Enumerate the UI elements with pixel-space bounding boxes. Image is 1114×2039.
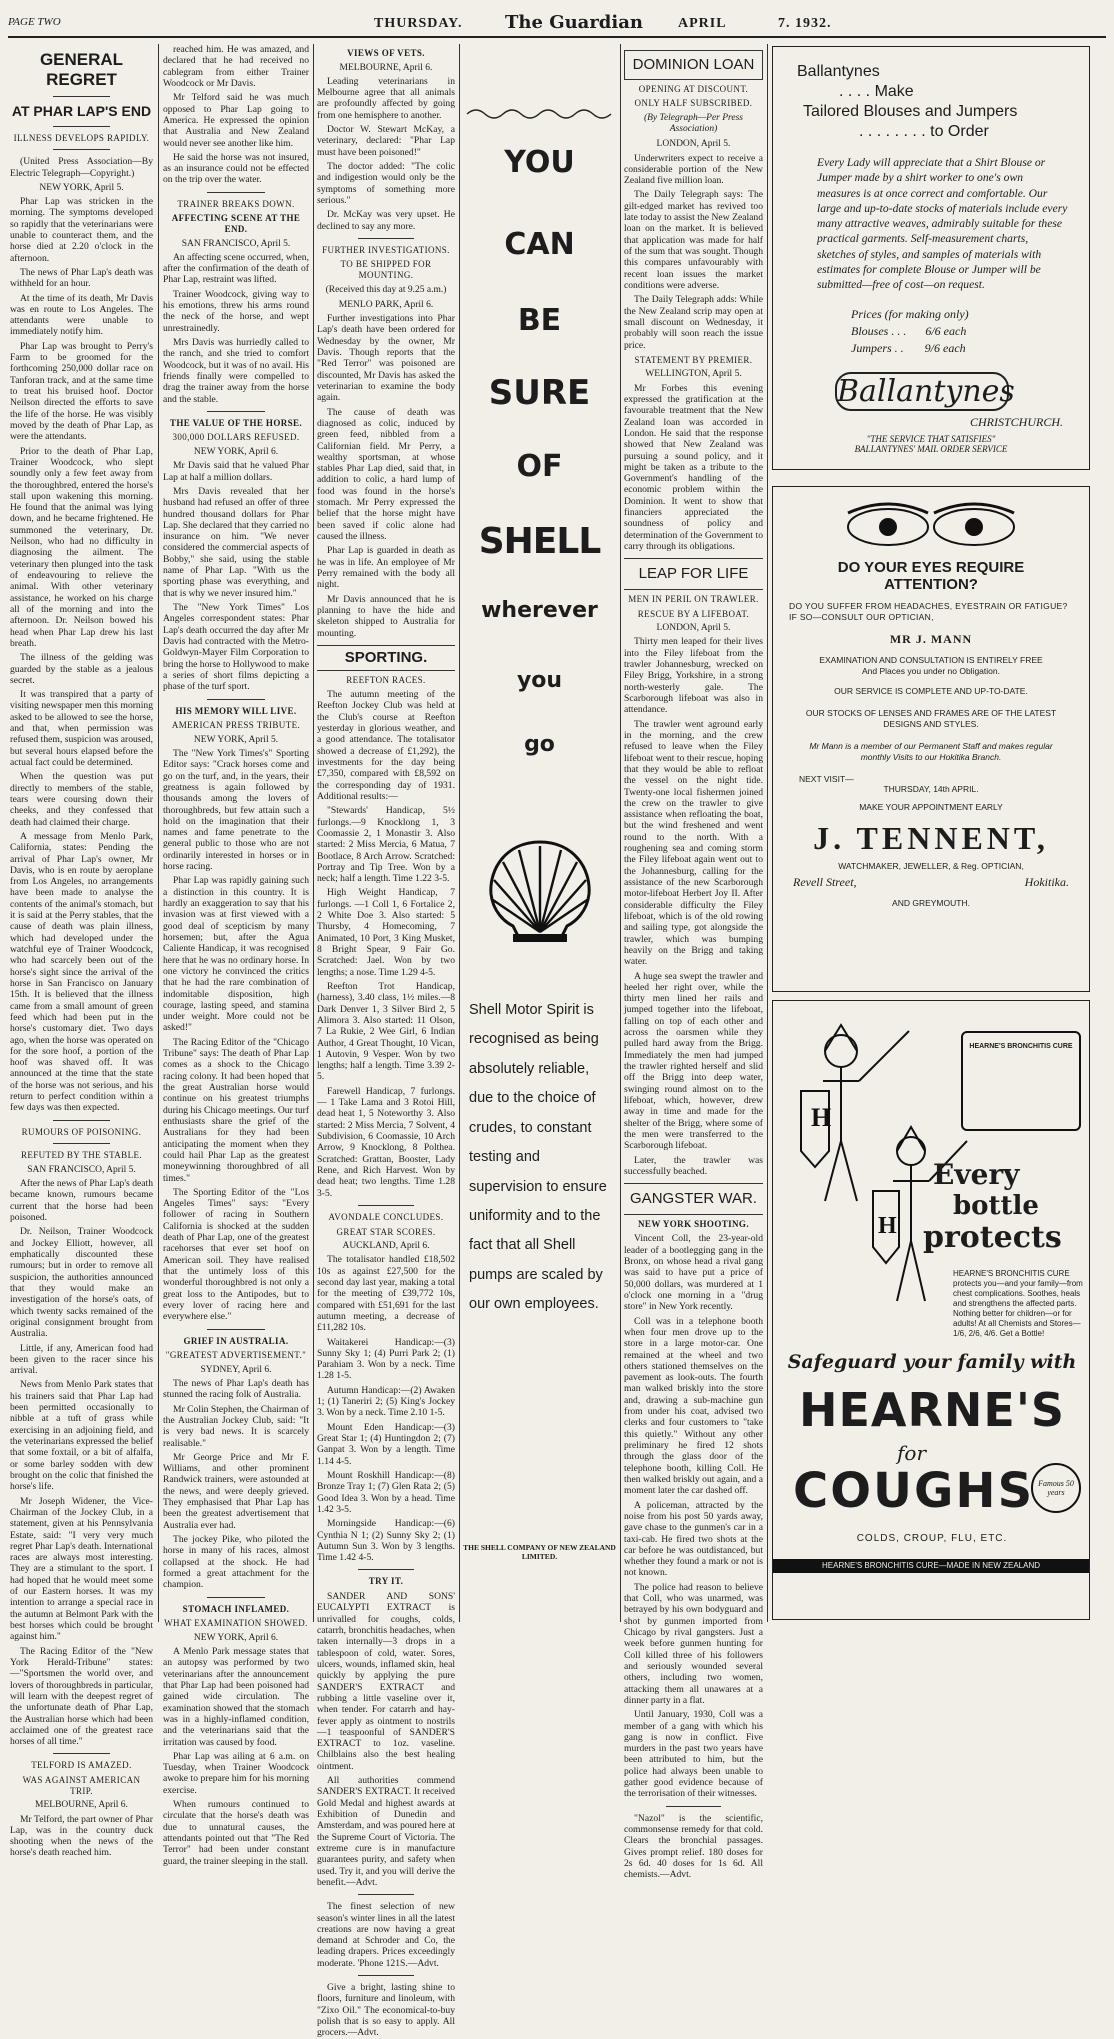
price-heading: Prices (for making only) <box>851 306 969 321</box>
paragraph: The news of Phar Lap's death has stunned the racing folk of Australia. <box>163 1377 309 1401</box>
ad-city: CHRISTCHURCH. <box>969 414 1063 429</box>
subheading: REFUTED BY THE STABLE. <box>20 1150 143 1161</box>
newspaper-name: The Guardian <box>505 12 643 33</box>
street: Revell Street, <box>793 874 857 889</box>
paragraph: Until January, 1930, Coll was a member of a gang with which his gang is now in conflict. Five murders in the past two years have been attributed to him, but the police had always been unable to gather good evidence because of the terrorisation of their witnesses. <box>624 1709 763 1800</box>
subheading: AFFECTING SCENE AT THE END. <box>171 213 301 234</box>
paragraph: The autumn meeting of the Reefton Jockey Club was held at the Club's course at Reefton yesterday in glorious weather, and a good attendance. The totalisator showed a decrease of £1,292), the investments for the day being £7,350, compared with £8,592 on the corresponding day of 1931. Additional results:— <box>317 689 455 802</box>
subheading: TRY IT. <box>368 1576 404 1587</box>
ad-heading: ATTENTION? <box>884 576 978 593</box>
divider <box>358 1205 413 1206</box>
article-headline: GENERAL REGRET <box>39 50 124 90</box>
dateline: MENLO PARK, April 6. <box>338 299 434 310</box>
dateline: MELBOURNE, April 6. <box>339 62 433 73</box>
dateline: SYDNEY, April 6. <box>200 1364 272 1375</box>
price-row <box>851 341 1083 356</box>
section-heading-sporting: SPORTING. <box>317 645 455 671</box>
paragraph: Dr. Neilson, Trainer Woodcock and Jockey Elliott, however, all emphatically discounted these rumours; but in order to remove all suspicion, the authorities announced that they would make an investigation of the horse's oats, of which twenty sacks remained of the original consignment brought from Australia. <box>10 1226 153 1340</box>
ad-line: MAKE YOUR APPOINTMENT EARLY <box>859 801 1003 812</box>
paragraph: Autumn Handicap:—(2) Awaken 1; (1) Taneriri 2; (5) King's Jockey 3. Won by a neck. Time 2.10 1-5. <box>317 1384 455 1419</box>
ad-tagline: "THE SERVICE THAT SATISFIES" <box>866 433 996 444</box>
shell-line-8: you <box>516 668 563 693</box>
article-headline-2: AT PHAR LAP'S END <box>11 103 152 120</box>
subheading: REEFTON RACES. <box>346 674 426 685</box>
ad-heading: DO YOUR EYES REQUIRE <box>837 559 1025 576</box>
subheading: WHAT EXAMINATION SHOWED. <box>164 1618 308 1629</box>
dateline: SAN FRANCISCO, April 5. <box>181 238 291 249</box>
price-value: 9/6 each <box>924 340 966 355</box>
dateline: MELBOURNE, April 6. <box>35 1800 128 1811</box>
subheading: 300,000 DOLLARS REFUSED. <box>172 432 300 443</box>
column-vets-sporting <box>317 44 455 2039</box>
safeguard-text: Safeguard your family with <box>787 1351 1077 1373</box>
divider <box>207 699 265 700</box>
address-row <box>779 875 1083 890</box>
paragraph: Leading veterinarians in Melbourne agree that all animals are profoundly affected by going from one hemisphere to another. <box>317 75 455 121</box>
masthead-month: APRIL <box>678 16 727 31</box>
paragraph: At the time of its death, Mr Davis was en route to Los Angeles. The attendants were unable to immediately notify him. <box>10 292 153 338</box>
subheading: VIEWS OF VETS. <box>347 48 425 58</box>
paragraph: Further investigations into Phar Lap's death have been ordered for Wednesday by the owner, Mr Davis. Though reports that the "Red Terror" was poisoned are discounted, Mr Davis has asked the veterinarian to examine the body again. <box>317 313 455 404</box>
divider <box>358 1569 413 1570</box>
ad-line: OUR SERVICE IS COMPLETE AND UP-TO-DATE. <box>834 686 1028 697</box>
paragraph: When the question was put directly to members of the stable, tears were coursing down their cheeks, and they confessed that death had claimed their charge. <box>10 771 153 828</box>
subheading: MEN IN PERIL ON TRAWLER. <box>628 594 759 605</box>
hearnes-copy: HEARNE'S BRONCHITIS CURE protects you—and your family—from chest complications. Soothes, heals and strengthens the affected parts. Nothing better for children—or for adults! At all Chemists and Stores—1/6, 2/6, 4/6. Get a Bottle! <box>953 1269 1083 1338</box>
price-item: Jumpers . . <box>851 340 904 355</box>
paragraph: The trawler went aground early in the morning, and the crew refused to leave when the Filey lifeboat went to their rescue, hoping that they would be able to refloat the vessel on the night tide. Twenty-one local fishermen joined the crew on the trawler to give assistance when refloating the boat, but the wind freshened and went round to the north. With a roughening sea and coming storm the Filey lifeboat again went out to the Johannesburg, calling for the assistance of the new Scarborough motor-lifeboat Herbert Joy II. After considerable difficulty the Filey lifeboat, which is of the old rowing and sailing type, got alongside the trawler, which was bumping heavily on the Brigg and taking water. <box>624 718 763 968</box>
masthead <box>8 10 1106 38</box>
ad-line: Tailored Blouses and Jumpers <box>803 103 1018 120</box>
ad-line: Ballantynes <box>797 63 880 80</box>
paragraph: A policeman, attracted by the noise from his post 50 yards away, gave chase to the gunmen's car in a taxi-cab. He fired two shots at the car before he was outdistanced, but whether they found a mark or not is not known. <box>624 1499 763 1579</box>
paragraph: A Menlo Park message states that an autopsy was performed by two veterinarians after the announcement that Phar Lap had been poisoned had gained wide circulation. The examination showed that the stomach was in a highly-inflamed condition, and the veterinarians said that the irritation was caused by food. <box>163 1646 309 1748</box>
paragraph: Mount Roskhill Handicap:—(8) Bronze Tray 1; (7) Glen Rata 2; (5) Good Idea 3. Won by a head. Time 1.42 3-5. <box>317 1469 455 1515</box>
divider <box>666 1806 722 1807</box>
paragraph: Coll was in a telephone booth when four men drove up to the store in a large motor-car. One remained at the wheel and two others stationed themselves on the pavement as look-outs. The fourth man walked briskly into the store and, drawing a sub-machine gun from under his coat, advised two clerks and four customers to "take this quietly." Without any other preliminary he fired 12 shots through the glass door of the telephone booth, killing Coll. He then walked briskly out again, and a moment later the car dashed off. <box>624 1315 763 1497</box>
paragraph: The Sporting Editor of the "Los Angeles Times" says: "Every follower of racing in Southern California is shocked at the sudden death of Phar Lap, one of the greatest racehorses that ever set hoof on American soil. They have realised that the untimely loss of this wonderful thoroughbred is not only a great loss to the Antipodes, but to every lover of racing here and everywhere else." <box>163 1186 309 1323</box>
ballantynes-signature-logo: Ballantynes <box>837 373 1015 409</box>
paragraph: Farewell Handicap, 7 furlongs.— 1 Take Lama and 3 Rotoi Hill, dead heat 1, 5 Noteworthy 3. Also started: 2 Miss Mercia, 7 Solvent, 4 Subdivision, 6 Coomassie, 10 Arch Arrow, 9 Knocklong, 8 Polthea. Scratched: Grattan, Booster, Lady Rene, and Rich Harvest. Won by dead heat; two lengths. Time 1.28 3-5. <box>317 1085 455 1199</box>
paragraph: Mr Colin Stephen, the Chairman of the Australian Jockey Club, said: "It is very bad news. It is scarcely realisable." <box>163 1403 309 1449</box>
subheading: OPENING AT DISCOUNT. <box>638 83 749 94</box>
hearnes-brand: HEARNE'S <box>798 1383 1066 1437</box>
subheading: RUMOURS OF POISONING. <box>21 1126 142 1137</box>
paragraph: reached him. He was amazed, and declared that he had received no cablegram from either Trainer Woodcock or Mr Davis. <box>163 44 309 89</box>
paragraph: The Racing Editor of the "Chicago Tribune" says: The death of Phar Lap comes as a shock to the Chicago racing colony. It had been hoped that the great Australian horse would continue on his greatest triumphs during his Chicago meetings. Our turf enthusiasts share the grief of the Australians for they had been anticipating the moment when they could hail Phar Lap as the greatest moneywinning thoroughbred of all times." <box>163 1036 310 1184</box>
paragraph: The "New York Times's" Sporting Editor says: "Crack horses come and go on the turf, and, in the years, their greatness is again followed by thousands among the lovers of thoroughbreds, but few attain such a hold on the imagination that their names and fame penetrate to the general public to those who are not ordinarily interested in horses or in horse racing. <box>163 747 309 873</box>
column-rule <box>767 44 768 1622</box>
next-visit-label: NEXT VISIT— <box>799 773 854 784</box>
price-row <box>851 324 1083 339</box>
optician-name: MR J. MANN <box>889 631 973 646</box>
column-phar-lap <box>10 44 153 1859</box>
for-text: for <box>897 1441 927 1465</box>
paragraph: Later, the trawler was successfully beached. <box>624 1154 763 1177</box>
next-visit-date: THURSDAY, 14th APRIL. <box>883 783 979 794</box>
divider <box>207 1597 265 1598</box>
subheading: TO BE SHIPPED FOR MOUNTING. <box>340 259 432 281</box>
advert-paragraph: The finest selection of new season's winter lines in all the latest creations are now having a great demand at Schroder and Co, the leading drapers. Prices exceedingly moderate. 'Phone 121S.—Advt. <box>317 1901 455 1969</box>
paragraph: Reefton Trot Handicap, (harness), 3.40 class, 1½ miles.—8 Dark Denver 1, 3 Silver Bird 2, 5 Alimora 3. Also started: 11 Olson, 7 La Rukie, 2 Wee Girl, 6 Indian Author, 4 Great Thought, 10 Vican, 1 Autovin, 9 Vesper. Won by two lengths; half a length. Time 3.39 2-5. <box>317 980 455 1083</box>
ad-line: . . . . Make <box>839 83 914 100</box>
shell-logo-icon <box>483 834 598 949</box>
paragraph: Mr George Price and Mr F. Williams, and other prominent Randwick trainers, were astounded at the news, and were deeply grieved. They emphasised that Phar Lap has been the greatest advertisement that Australia ever had. <box>163 1451 309 1531</box>
paragraph: Phar Lap was stricken in the morning. The symptoms developed so rapidly that the veterinarians were unable to counteract them, and the horse died at 2.20 o'clock in the afternoon. <box>10 196 153 264</box>
paragraph: The police had reason to believe that Coll, who was unarmed, was betrayed by his own bodyguard and shot by gunmen imported from Chicago by rival gangsters. Just a week before gunmen hunting for Coll killed three of his followers and seriously wounded several others, including two women, attacking them all unawares at a dinner party in a flat. <box>624 1581 763 1706</box>
divider <box>358 238 413 239</box>
shell-line-7: wherever <box>481 598 598 623</box>
article-headline: DOMINION LOAN <box>624 50 763 80</box>
subheading: THE VALUE OF THE HORSE. <box>169 417 303 428</box>
subheading: RESCUE BY A LIFEBOAT. <box>637 608 750 619</box>
advert-paragraph: Give a bright, lasting shine to floors, furniture and linoleum, with "Zixo Oil." The economical-to-buy polish that is so easy to apply. All grocers.—Advt. <box>317 1982 455 2039</box>
subheading: "GREATEST ADVERTISEMENT." <box>165 1350 307 1361</box>
paragraph: The jockey Pike, who piloted the horse in many of his races, almost collapsed at the shock. He had formed a great attachment for the champion. <box>163 1534 309 1591</box>
page-number: PAGE TWO <box>8 16 61 28</box>
shell-line-1: YOU <box>504 145 575 180</box>
dateline: LONDON, April 5. <box>656 139 731 150</box>
paragraph: The Daily Telegraph adds: While the New Zealand scrip may open at small discount on Wednesday, it probably will soon reach the issue price. <box>624 294 763 351</box>
advert-paragraph: All authorities commend SANDER'S EXTRACT. It received Gold Medal and highest awards at Exhibition of Dunedin and Amsterdam, and was poured here at the Supreme Court of Victoria. The extreme cure is in manufacture guarantees purity, and safety when used. Try it, and you will derive the benefit.—Advt. <box>317 1775 455 1888</box>
paragraph: After the news of Phar Lap's death became known, rumours became current that the horse had been poisoned. <box>10 1178 153 1224</box>
divider <box>207 411 265 412</box>
column-loan-news <box>624 44 763 1881</box>
ad-tagline: BALLANTYNES' MAIL ORDER SERVICE <box>854 443 1008 454</box>
eyes-icon <box>836 499 1026 555</box>
divider <box>53 1143 110 1144</box>
press-credit: (By Telegraph—Per Press Association) <box>643 112 744 135</box>
coughs-text: COUGHS <box>793 1463 1035 1519</box>
paragraph: Mrs Davis revealed that her husband had refused an offer of three hundred thousand dollars for Phar Lap. She declared that they carried no insurance on him. "We never considered the commercial aspects of Bobby," she said, using the stable name of Phar Lap. "With us the sporting phase was everything, and that is why we never insured him." <box>163 485 309 599</box>
paragraph: Mr Joseph Widener, the Vice-Chairman of the Jockey Club, in a statement, given at his Pennsylvania Estate, said: "I very very much regret Phar Lap's death. International races are always most interesting. They are a stimulant to the sport. I had hoped that he would meet some of our Eastern horses. It was my intention to arrange a special race in the autumn at Belmont Park with the best horses which could be brought against him." <box>10 1495 153 1643</box>
shell-line-4: SURE <box>488 373 591 413</box>
paragraph: "Stewards' Handicap, 5½ furlongs.—9 Knocklong 1, 3 Coomassie 2, 1 Monastir 3. Also started: 2 Miss Mercia, 6 Matua, 7 Bootlace, 8 Arch Arrow. Scratched: Portray and Tip Tree. Won by a neck; half a length. Time 1.22 3-5. <box>317 805 455 885</box>
paragraph: Phar Lap was rapidly gaining such a distinction in this country. It is hardly an exaggeration to say that his invasion was at first viewed with a good deal of scepticism by many horsemen; but, after the Agua Caliente Handicap, it was recognised here that he was no ordinary horse. In one victory he convinced the critics that he had the rare combination of indomitable disposition, high courage, lasting speed, and stamina under weight. More could not be asked!" <box>163 875 309 1034</box>
dateline: NEW YORK, April 6. <box>193 1632 279 1643</box>
divider <box>358 1975 413 1976</box>
paragraph: Vincent Coll, the 23-year-old leader of a bootlegging gang in the Bronx, on whose head a rival gang was said to have put a price of 50,000 dollars, was murdered at 1 o'clock one morning in a "drug store" in New York recently. <box>624 1233 763 1313</box>
paragraph: The news of Phar Lap's death was withheld for an hour. <box>10 266 153 290</box>
received-note: (Received this day at 9.25 a.m.) <box>325 284 447 295</box>
paragraph: The totalisator handled £18,502 10s as against £27,500 for the second day last year, making a total for the meeting of £39,772 10s, compared with £51,691 for the last autumn meeting, a decrease of £11,282 10s. <box>317 1254 455 1334</box>
ad-line: EXAMINATION AND CONSULTATION IS ENTIRELY FREE <box>819 654 1043 665</box>
price-value: 6/6 each <box>925 323 967 338</box>
paragraph: Doctor W. Stewart McKay, a veterinary, declared: "Phar Lap must have been poisoned!" <box>317 124 455 158</box>
firm-name: J. TENNENT, <box>813 819 1049 856</box>
bottle-text: bottle <box>953 1191 1039 1221</box>
column-rule <box>158 44 159 1622</box>
paragraph: Mr Telford, the part owner of Phar Lap, was in the country duck shooting when the news of the horse's death reached him. <box>10 1813 153 1859</box>
paragraph: Prior to the death of Phar Lap, Trainer Woodcock, who slept soundly only a few feet away from the thoroughbred, entered the horse's stall upon wakening this morning. He found that the animal was lying down, and he became frightened. He summoned the veterinary, Dr. Neilson, who had no difficulty in diagnosing the ailment. The veterinary then plunged into the task of endeavouring to relieve the animal. With other veterinary assistance, he worked on his charge all of the morning and into the afternoon. Dr. Neilson bowed his head when Phar Lap drew his last breath. <box>10 445 153 649</box>
paragraph: Mr Davis said that he valued Phar Lap at half a million dollars. <box>163 460 309 483</box>
dateline: LONDON, April 5. <box>656 623 731 634</box>
divider <box>207 1329 265 1330</box>
divider <box>207 192 265 193</box>
shell-line-9: go <box>524 732 555 757</box>
subheading: GRIEF IN AUSTRALIA. <box>183 1335 289 1346</box>
paragraph: When rumours continued to circulate that the horse's death was due to unnatural causes, the attendants pointed out that "The Red Terror" had been under constant guard, the trainer sleeping in the stall. <box>163 1799 309 1867</box>
shell-line-2: CAN <box>504 227 575 262</box>
subheading: GREAT STAR SCORES. <box>336 1226 436 1237</box>
divider <box>53 1753 110 1754</box>
ad-body: Every Lady will appreciate that a Shirt Blouse or Jumper made by a shirt worker to one's own measures is at once correct and comfortable. Our large and up-to-date stocks of materials include every many attractive weaves, admirably suitable for these practical garments. Self-measurement charts, sketches of styles, and samples of materials with estimates for complete Blouse or Jumper will be submitted—free of cost—on request. <box>817 156 1068 292</box>
subheading: NEW YORK SHOOTING. <box>638 1218 749 1229</box>
ailments-text: COLDS, CROUP, FLU, ETC. <box>856 1533 1008 1544</box>
shell-ad-copy: Shell Motor Spirit is recognised as being absolutely reliable, due to the choice of crudes, to constant testing and supervision to ensure uniformity and to the fact that all Shell pumps are scaled by our own employees. <box>469 1002 607 1313</box>
paragraph: Phar Lap was brought to Perry's Farm to be groomed for the forthcoming 250,000 dollar race on Tanforan track, and at the same time to treat his bruised hoof. Doctor Neilson directed the efforts to save the life of the horse. He was visibly moved by the death of Phar Lap, as were the attendants. <box>10 340 153 443</box>
subheading: TRAINER BREAKS DOWN. <box>177 198 295 209</box>
paragraph: Mr Forbes this evening expressed the gratification at the favourable treatment that the New Zealand loan was accorded in London. He said that the response showed that New Zealand was pursuing a sound policy, and it might be taken as a tribute to the Government's handling of the economic problem within the Dominion. It went to show that financiers appreciated the soundness of policy and determination of the Government to carry through its obligations. <box>624 382 763 553</box>
wave-ornament <box>467 104 612 124</box>
press-credit: (United Press Association—By Electric Telegraph—Copyright.) <box>10 156 153 179</box>
article-headline: GANGSTER WAR. <box>624 1183 763 1215</box>
shell-line-5: OF <box>516 449 563 484</box>
divider <box>53 1120 110 1121</box>
paragraph: Mount Eden Handicap:—(3) Great Star 1; (4) Huntingdon 2; (7) Ganpat 3. Won by a length. Time 1.14 4-5. <box>317 1421 455 1467</box>
subheading: AVONDALE CONCLUDES. <box>328 1211 444 1222</box>
divider <box>358 1894 413 1895</box>
ad-line: . . . . . . . . to Order <box>859 123 989 140</box>
subheading: ONLY HALF SUBSCRIBED. <box>634 98 753 109</box>
paragraph: The doctor added: "The colic and indigestion would only be the symptoms of something more serious." <box>317 161 455 206</box>
famous-seal-icon: Famous 50 years <box>1031 1463 1081 1513</box>
divider <box>53 126 110 127</box>
paragraph: An affecting scene occurred, when, after the confirmation of the death of Phar Lap, restraint was lifted. <box>163 251 309 286</box>
subheading: STOMACH INFLAMED. <box>182 1603 290 1614</box>
hearnes-advertisement <box>772 1000 1090 1620</box>
ad-question: DO YOU SUFFER FROM HEADACHES, EYESTRAIN OR FATIGUE? IF SO—CONSULT OUR OPTICIAN, <box>789 601 1068 623</box>
ad-line: OUR STOCKS OF LENSES AND FRAMES ARE OF THE LATEST DESIGNS AND STYLES. <box>805 707 1057 730</box>
dateline: NEW YORK, April 5. <box>193 734 279 745</box>
paragraph: Mr Telford said he was much opposed to Phar Lap going to America. He expressed the opinion that Australia and New Zealand would never see another like him. <box>163 92 309 149</box>
every-text: Every <box>933 1158 1020 1191</box>
paragraph: The illness of the gelding was guarded by the stable as a jealous secret. <box>10 652 153 686</box>
paragraph: Phar Lap was ailing at 6 a.m. on Tuesday, when Trainer Woodcock awoke to prepare him for his morning exercise. <box>163 1750 309 1796</box>
paragraph: The Racing Editor of the "New York Herald-Tribune" states:—"Sportsmen the world over, and lovers of thoroughbreds in particular, will learn with the deepest regret of the unfortunate death of Phar Lap, the Australian horse which had been acclaimed one of the greatest race horses of all time." <box>10 1645 153 1748</box>
paragraph: Dr. McKay was very upset. He declined to say any more. <box>317 209 455 232</box>
paragraph: Underwriters expect to receive a considerable portion of the New Zealand five million loan. <box>624 152 763 187</box>
paragraph: He said the horse was not insured, as an insurance could not be effected on the trip over the water. <box>163 151 309 186</box>
column-phar-lap-continued <box>163 44 310 1867</box>
paragraph: The cause of death was diagnosed as colic, induced by green feed, nibbled from a Californian field. Mr Perry, a wealthy sportsman, at whose stables Phar Lap died, said that, in addition to colic, a hard lump of food was found in the horse's stomach. Mr Perry expressed the belief that the horse might have been saved if colic alone had caused the illness. <box>317 406 455 543</box>
paragraph: The Daily Telegraph says: The gilt-edged market has revived too late today to assist the New Zealand loan on the market. It is believed that application was made for half of the sum that was sought. Though this compares unfavourably with recent loan issues the market conditions were adverse. <box>624 189 763 291</box>
subheading: ILLNESS DEVELOPS RAPIDLY. <box>13 132 150 143</box>
column-rule <box>620 44 621 1622</box>
subheading: HIS MEMORY WILL LIVE. <box>175 705 297 716</box>
paragraph: Phar Lap is guarded in death as he was in life. An employee of Mr Perry remained with the body all night. <box>317 545 455 591</box>
subheading: TELFORD IS AMAZED. <box>31 1760 132 1771</box>
ballantynes-advertisement <box>772 46 1090 470</box>
article-headline: LEAP FOR LIFE <box>624 558 763 590</box>
shell-company: THE SHELL COMPANY OF NEW ZEALAND LIMITED. <box>463 1543 616 1561</box>
paragraph: News from Menlo Park states that his trainers said that Phar Lap had been permitted occasionally to nibble at a tuft of grass while exercising in an adjoining field, and the veterinarians expressed the belief that some foxtail, or a bit of alfalfa, or some barley sodden with dew brought on the colic that finished the horse's life. <box>10 1379 153 1493</box>
dateline: AUCKLAND, April 6. <box>342 1241 430 1252</box>
shell-line-3: BE <box>517 303 562 338</box>
shell-line-6: SHELL <box>478 521 601 562</box>
shell-advertisement <box>463 44 616 1622</box>
paragraph: Thirty men leaped for their lives into the Filey lifeboat from the trawler Johannesburg, wrecked on Filey Brigg, Yorkshire, in a strong north-westerly gale. The Scarborough lifeboat was also in attendance. <box>624 636 763 716</box>
paragraph: Trainer Woodcock, giving way to his emotions, threw his arms round the neck of the horse, and wept unrestrainedly. <box>163 288 309 334</box>
advert-paragraph: SANDER AND SONS' EUCALYPTI EXTRACT is unrivalled for coughs, colds, catarrh, bronchitis headaches, when taken internally—3 drops in a tablespoon of cold, water. Sores, ulcers, wounds, inflamed skin, heal quickly by applying the pure SANDER'S EXTRACT and rubbing a little vaseline over it, when tender. For catarrh and hay-fever apply as ointment to nostrils—1 teaspoonful of SANDER'S EXTRACT to 1oz. vaseline. Chilblains also the best healing ointment. <box>317 1591 455 1772</box>
column-rule <box>313 44 314 1622</box>
paragraph: A message from Menlo Park, California, states: Pending the arrival of Phar Lap's owner, Mr Davis, who is en route by aeroplane from Los Angeles, no arrangements have been made to analyse the contents of the animal's stomach, but it is said at the Perry stables, that the cause of death was plain illness, which had developed under the watchful eye of Trainer Woodcock, who had scarcely been out of the horse's sight since the arrival of the horse in San Francisco on January 15th. It is believed that the illness came from a small amount of green feed which had been put in the horse's customary diet. Two days ago, when the horse was operated on for the sore hoof, a portion of the hoof was shaved off. It was announced at the time that the state of the horse was not serious, and his return to perfect condition within a few days was then expected. <box>10 830 153 1114</box>
dateline: NEW YORK, April 5. <box>39 182 124 193</box>
column-rule <box>459 44 460 1622</box>
subheading: STATEMENT BY PREMIER. <box>634 354 753 365</box>
paragraph: It was transpired that a party of visiting newspaper men this morning asked to be allowed to see the horse, and that, when permission was refused them, suspicion was aroused, but several hours elapsed before the actual fact could be determined. <box>10 689 153 769</box>
advert-paragraph: "Nazol" is the scientific, commonsense remedy for that cold. Clears the bronchial passages. Gives prompt relief. 180 doses for 2s 6d. 40 doses for 1s 6d. All chemists.—Advt. <box>624 1812 763 1881</box>
subheading: WAS AGAINST AMERICAN TRIP. <box>22 1775 141 1796</box>
masthead-date: 7. 1932. <box>778 16 832 31</box>
paragraph: Waitakerei Handicap:—(3) Sunny Sky 1; (4) Purri Park 2; (1) Parahiam 3. Won by a neck. Time 1.28 1-5. <box>317 1336 455 1382</box>
tennent-optician-advertisement <box>772 486 1090 992</box>
dateline: NEW YORK, April 6. <box>193 447 279 458</box>
ad-line: AND GREYMOUTH. <box>892 897 970 908</box>
masthead-day: THURSDAY. <box>374 16 463 31</box>
protects-text: protects <box>923 1220 1062 1255</box>
paragraph: High Weight Handicap, 7 furlongs. —1 Coll 1, 6 Fortalice 2, 2 White Doe 3. Also started: 5 Thursby, 4 Homecoming, 7 Animated, 10 Port, 3 King Musket, 8 Bright Spear, 9 Fair Go. Scratched: Jael. Won by two lengths; a nose. Time 1.29 4-5. <box>317 887 455 978</box>
ad-line: WATCHMAKER, JEWELLER, & Reg. OPTICIAN, <box>838 860 1024 871</box>
ad-line: Mr Mann is a member of our Permanent Staff and makes regular monthly Visits to our Hokitika Branch. <box>809 740 1053 763</box>
paragraph: Little, if any, American food had been given to the racer since his arrival. <box>10 1342 153 1377</box>
price-item: Blouses . . . <box>851 323 907 338</box>
paragraph: Mrs Davis was hurriedly called to the ranch, and she tried to comfort Woodcock, but it was of no avail. His friends finally were compelled to drag the trainer away from the horse and the stable. <box>163 336 309 405</box>
bottle-label: HEARNE'S BRONCHITIS CURE <box>961 1031 1081 1131</box>
dateline: WELLINGTON, April 5. <box>645 369 742 380</box>
bottom-strip: HEARNE'S BRONCHITIS CURE—MADE IN NEW ZEALAND <box>773 1559 1089 1573</box>
paragraph: Mr Davis announced that he is planning to have the hide and skeleton shipped to Australia for mounting. <box>317 593 455 639</box>
svg-text:H: H <box>878 1213 897 1239</box>
paragraph: A huge sea swept the trawler and heeled her right over, while the thirty men lined her rails and jumped together into the lifeboat, falling on top of each other and across the oarsmen while they pulled hard away from the Brigg. Immediately the men had jumped the trawler righted herself and slid off the Brigg into deep water, swinging round almost on to the lifeboat, which, however, drew away in time and made for the shelter of the Brigg, where some of the men were transferred to the Scarborough lifeboat. <box>624 970 763 1152</box>
svg-text:H: H <box>811 1103 832 1132</box>
town: Hokitika. <box>1024 874 1069 889</box>
ad-line: And Places you under no Obligation. <box>862 666 1000 677</box>
subheading: FURTHER INVESTIGATIONS. <box>322 244 450 255</box>
paragraph: Morningside Handicap:—(6) Cynthia N 1; (2) Sunny Sky 2; (1) Autumn Sun 3. Won by 3 lengths. Time 1.42 4-5. <box>317 1518 455 1564</box>
dateline: SAN FRANCISCO, April 5. <box>27 1164 136 1175</box>
subheading: AMERICAN PRESS TRIBUTE. <box>171 720 301 731</box>
paragraph: The "New York Times" Los Angeles correspondent states: Phar Lap's death occurred the day after Mr Davis had contracted with the Metro-Goldwyn-Mayer Film Corporation to bring the horse to Hollywood to make a series of short films depicting a phase of the turf sport. <box>163 602 310 693</box>
divider <box>53 96 110 97</box>
divider <box>53 149 110 150</box>
